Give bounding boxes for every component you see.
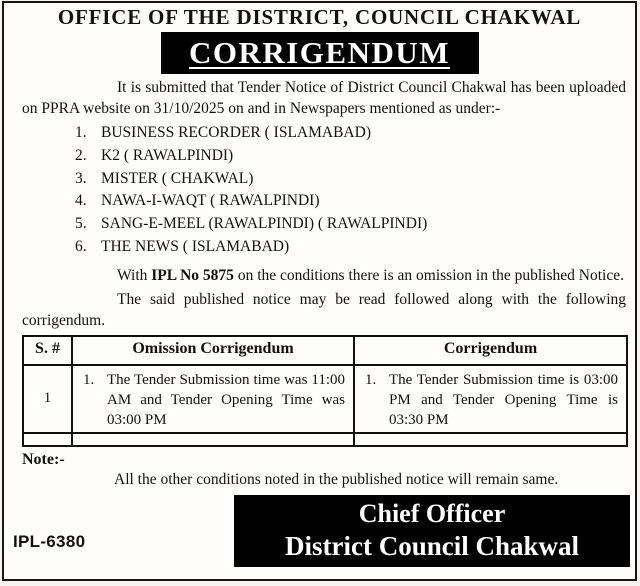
ipl-reference: IPL No 5875 [151, 266, 234, 284]
newspaper-item-name: BUSINESS RECORDER ( ISLAMABAD) [101, 124, 371, 141]
table-cell-omission [72, 365, 354, 433]
table-cell-corrigendum [354, 365, 627, 433]
newspaper-item-name: MISTER ( CHAKWAL) [101, 169, 254, 187]
corrigendum-table [22, 335, 628, 447]
omission-paragraph-suffix: on the conditions there is an omission in the published Notice. [233, 266, 624, 284]
newspaper-item [75, 239, 635, 255]
signature-organization: District Council Chakwal [284, 530, 579, 561]
newspaper-item [75, 171, 635, 187]
newspaper-item [75, 148, 635, 164]
corrigendum-item-text: The Tender Submission time is 03:00 PM and Tender Opening Time is 03:30 PM [389, 371, 618, 428]
omission-paragraph-prefix: With [117, 266, 152, 284]
newspaper-item-number: 2. [75, 146, 87, 164]
read-along-paragraph: The said published notice may be read followed along with the following corrigendum. [22, 290, 626, 329]
notice-document [2, 1, 637, 581]
newspaper-list [75, 125, 635, 262]
signature-box [234, 495, 630, 567]
table-header-omission: Omission Corrigendum [72, 336, 354, 365]
table-cell-serial: 1 [23, 365, 72, 433]
newspaper-item-number: 1. [75, 124, 87, 141]
newspaper-item-name: SANG-E-MEEL (RAWALPINDI) ( RAWALPINDI) [101, 215, 428, 233]
newspaper-item-name: K2 ( RAWALPINDI) [101, 146, 234, 164]
intro-paragraph: It is submitted that Tender Notice of District Council Chakwal has been uploaded on PPRA website on 31/10/2025 on and in Newspapers mentioned as under:- [22, 79, 626, 117]
newspaper-item-name: NAWA-I-WAQT ( RAWALPINDI) [101, 192, 320, 210]
newspaper-item [75, 216, 635, 232]
table-empty-row [23, 433, 627, 446]
corrigendum-banner [161, 32, 479, 74]
table-header-serial: S. # [23, 336, 72, 365]
note-text: All the other conditions noted in the published notice will remain same. [114, 470, 559, 488]
footer [4, 490, 635, 579]
omission-item-text: The Tender Submission time was 11:00 AM and Tender Opening Time was 03:00 PM [107, 371, 345, 428]
newspaper-item-name: THE NEWS ( ISLAMABAD) [101, 237, 290, 255]
office-title: OFFICE OF THE DISTRICT, COUNCIL CHAKWAL [57, 5, 582, 29]
note-label: Note:- [22, 450, 65, 468]
empty-cell [72, 433, 354, 446]
omission-item-number: 1. [83, 371, 95, 388]
newspaper-item-number: 3. [75, 169, 87, 187]
newspaper-item-number: 5. [75, 215, 87, 233]
table-header-corrigendum: Corrigendum [354, 336, 627, 365]
corrigendum-banner-text: CORRIGENDUM [188, 35, 451, 70]
newspaper-item-number: 6. [75, 237, 87, 255]
omission-paragraph [22, 265, 626, 286]
newspaper-item-number: 4. [75, 192, 87, 210]
newspaper-item [75, 125, 635, 141]
signature-title: Chief Officer [358, 498, 506, 528]
newspaper-item [75, 193, 635, 209]
empty-cell [23, 433, 72, 446]
empty-cell [354, 433, 627, 446]
table-row [23, 365, 627, 433]
corrigendum-item-number: 1. [365, 371, 377, 388]
table-header-row [23, 336, 627, 365]
ipl-code: IPL-6380 [13, 531, 86, 551]
